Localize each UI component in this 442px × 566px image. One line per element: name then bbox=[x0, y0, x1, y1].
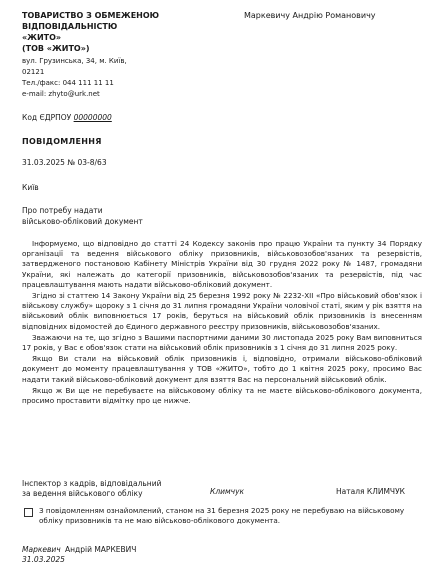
city: Київ bbox=[22, 183, 39, 192]
company-name bbox=[22, 10, 159, 54]
signer-role bbox=[22, 479, 161, 499]
email: e-mail: zhyto@urk.net bbox=[22, 90, 100, 98]
company-name-line: «ЖИТО» bbox=[22, 33, 62, 42]
company-name-line: ВІДПОВІДАЛЬНІСТЮ bbox=[22, 22, 118, 31]
body-paragraph: Якщо ж Ви ще не перебуваєте на військовому обліку та не маєте військово-облікового документа, просимо проставити відмітку про це нижче. bbox=[22, 385, 422, 406]
signer-name: Наталя КЛИМЧУК bbox=[336, 487, 405, 496]
edrpou-value: 00000000 bbox=[73, 113, 112, 122]
company-contacts bbox=[22, 56, 127, 100]
edrpou-code bbox=[22, 113, 112, 122]
recipient-signature-name: Андрій МАРКЕВИЧ bbox=[65, 545, 137, 554]
body-paragraph: Якщо Ви стали на військовий облік призовників і, відповідно, отримали військово-обліковий документ до моменту працевлаштування у ТОВ «ЖИТО», тобто до 1 квітня 2025 року, просимо Вас надати такий військово-обліковий документ для взяття Вас на персональний військовий облік. bbox=[22, 354, 422, 384]
recipient-signature-script: Маркевич bbox=[22, 545, 61, 554]
document-body bbox=[22, 239, 422, 407]
phone: Тел./факс: 044 111 11 11 bbox=[22, 79, 114, 87]
signer-role-line: за ведення військового обліку bbox=[22, 489, 143, 498]
subject bbox=[22, 205, 143, 227]
subject-line: військово-обліковий документ bbox=[22, 217, 143, 226]
date-number: 31.03.2025 № 03-8/63 bbox=[22, 158, 107, 167]
acknowledgement-checkbox[interactable] bbox=[24, 508, 33, 517]
company-name-line: ТОВАРИСТВО З ОБМЕЖЕНОЮ bbox=[22, 11, 160, 20]
company-name-line: (ТОВ «ЖИТО») bbox=[22, 44, 90, 53]
body-paragraph: Зважаючи на те, що згідно з Вашими паспортними даними 30 листопада 2025 року Вам виповниться 17 років, у Вас є обов'язок стати на військовий облік призовників з 1 січня до 31 липня 2025 року. bbox=[22, 332, 422, 353]
subject-line: Про потребу надати bbox=[22, 206, 103, 215]
body-paragraph: Інформуємо, що відповідно до статті 24 Кодексу законів про працю України та пункту 34 Порядку організації та ведення військового обліку призовників, військовозобов'язаних та резервістів, затвердженого постановою Кабінету Міністрів України від 30 грудня 2022 року № 1487, громадяни України, які належать до категорії призовників, військовозобов'язаних та резервістів, під час працевлаштування мають надати військово-обліковий документ. bbox=[22, 239, 422, 289]
document-title: ПОВІДОМЛЕННЯ bbox=[22, 137, 102, 146]
recipient: Маркевичу Андрію Романовичу bbox=[244, 11, 376, 20]
postal-code: 02121 bbox=[22, 68, 45, 76]
recipient-signature-date: 31.03.2025 bbox=[22, 555, 65, 564]
acknowledgement-text: З повідомленням ознайомлений, станом на 31 березня 2025 року не перебуваю на військовому обліку призовників та не маю військово-облікового документа. bbox=[39, 506, 405, 526]
body-paragraph: Згідно зі статтею 14 Закону України від 25 березня 1992 року № 2232-XII «Про військовий обов'язок і військову службу» щороку з 1 січня до 31 липня громадяни України чоловічої статі, яким у рік взяття на військовий облік виповнюється 17 років, беруться на військовий облік призовників із внесенням відповідних відомостей до Єдиного державного реєстру призовників, військовозобов'язаних. bbox=[22, 291, 422, 331]
signature-script: Климчук bbox=[210, 487, 245, 496]
address-line: вул. Грузинська, 34, м. Київ, bbox=[22, 57, 127, 65]
edrpou-label: Код ЄДРПОУ bbox=[22, 113, 72, 122]
signer-role-line: Інспектор з кадрів, відповідальний bbox=[22, 479, 162, 488]
